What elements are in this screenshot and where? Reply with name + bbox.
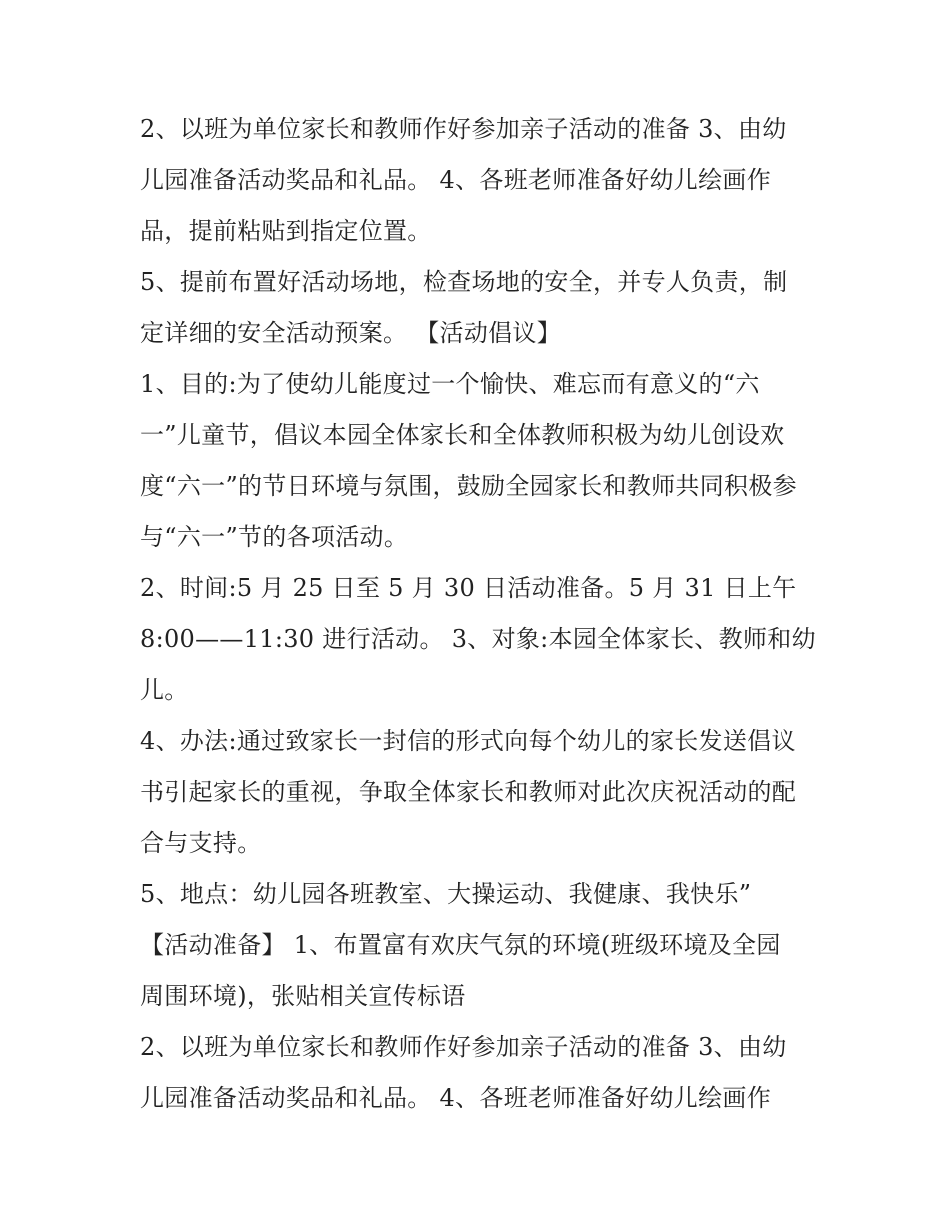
text-line: 书引起家长的重视，争取全体家长和教师对此次庆祝活动的配 [140, 778, 797, 806]
text-line: 定详细的安全活动预案。 【活动倡议】 [140, 319, 562, 347]
text-line: 4、办法:通过致家长一封信的形式向每个幼儿的家长发送倡议 [140, 727, 796, 755]
text-line: 2、时间:5 月 25 日至 5 月 30 日活动准备。5 月 31 日上午 [140, 574, 797, 602]
text-line: 一”儿童节，倡议本园全体家长和全体教师积极为幼儿创设欢 [140, 421, 785, 449]
text-line: 8:00——11:30 进行活动。 3、对象:本园全体家长、教师和幼 [140, 625, 816, 653]
text-line: 品，提前粘贴到指定位置。 [140, 217, 432, 245]
text-line: 【活动准备】 1、布置富有欢庆气氛的环境(班级环境及全园 [140, 931, 781, 959]
text-line: 5、提前布置好活动场地，检查场地的安全，并专人负责，制 [140, 268, 788, 296]
text-line: 儿。 [140, 676, 189, 704]
text-line: 与“六一”节的各项活动。 [140, 523, 409, 551]
text-line: 1、目的:为了使幼儿能度过一个愉快、难忘而有意义的“六 [140, 370, 760, 398]
text-line: 儿园准备活动奖品和礼品。 4、各班老师准备好幼儿绘画作 [140, 1084, 771, 1112]
text-line: 合与支持。 [140, 829, 262, 857]
text-line: 儿园准备活动奖品和礼品。 4、各班老师准备好幼儿绘画作 [140, 166, 771, 194]
text-line: 2、以班为单位家长和教师作好参加亲子活动的准备 3、由幼 [140, 1033, 787, 1061]
text-line: 2、以班为单位家长和教师作好参加亲子活动的准备 3、由幼 [140, 115, 787, 143]
text-line: 度“六一”的节日环境与氛围，鼓励全园家长和教师共同积极参 [140, 472, 797, 500]
document-body [140, 104, 820, 1124]
text-line: 周围环境)，张贴相关宣传标语 [140, 982, 466, 1010]
text-line: 5、地点：幼儿园各班教室、大操运动、我健康、我快乐” [140, 880, 752, 908]
